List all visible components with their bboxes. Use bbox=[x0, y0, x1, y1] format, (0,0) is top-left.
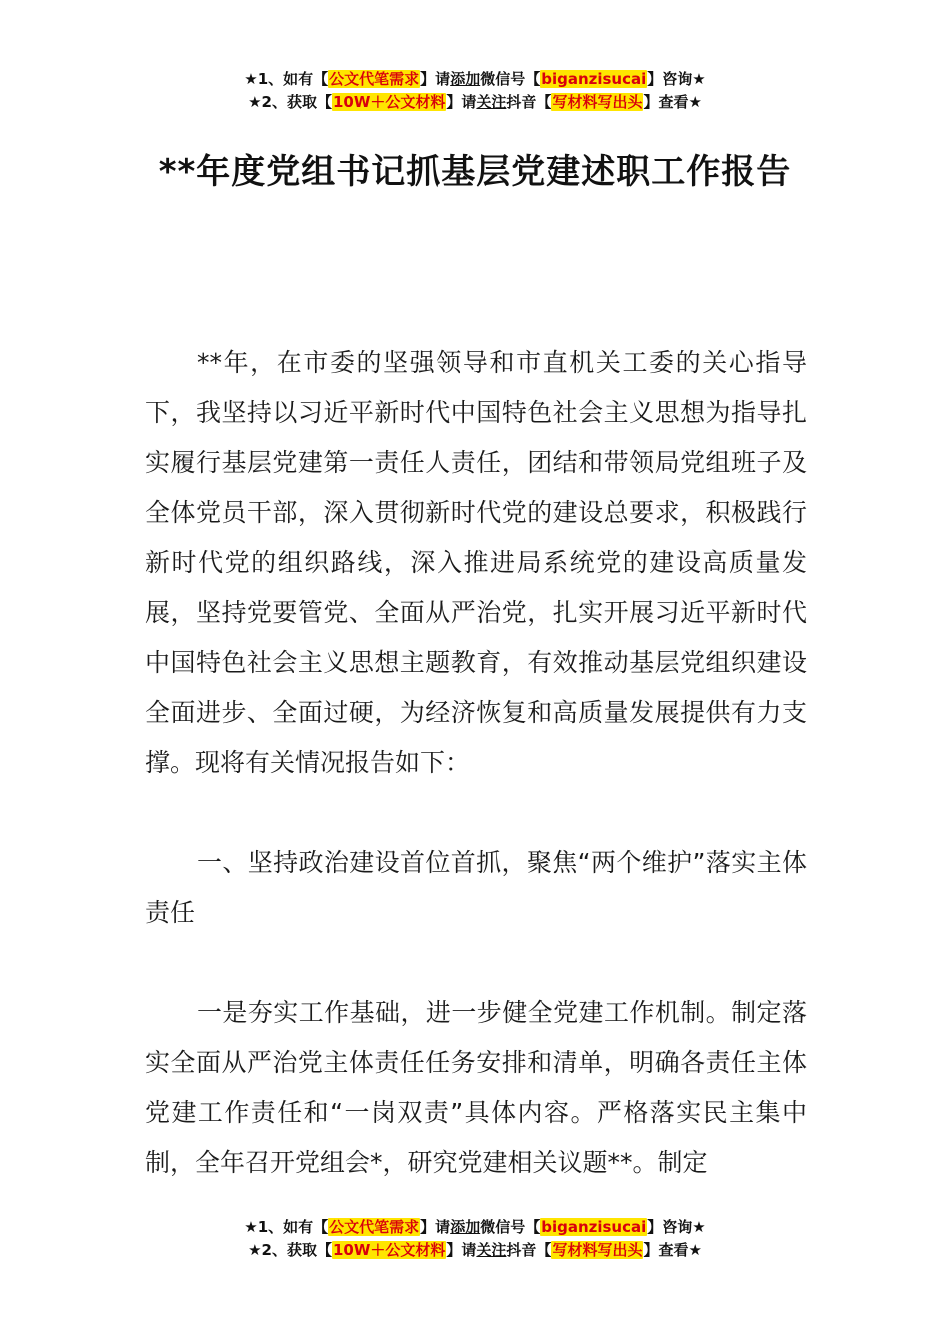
section-heading-1 bbox=[145, 838, 807, 938]
promo-highlight-douyin: 写材料写出头 bbox=[552, 93, 643, 111]
heading-text: 一、坚持政治建设首位首抓，聚焦“两个维护”落实主体责任 bbox=[145, 848, 807, 927]
paragraph-intro bbox=[145, 338, 807, 788]
promo-highlight-douyin: 写材料写出头 bbox=[552, 1241, 643, 1259]
promo-line-1: ★1、如有【公文代笔需求】请添加微信号【biganzisucai】咨询★ bbox=[244, 1218, 706, 1236]
paragraph-point-1 bbox=[145, 988, 807, 1188]
promo-line-1: ★1、如有【公文代笔需求】请添加微信号【biganzisucai】咨询★ bbox=[244, 70, 706, 88]
promo-highlight-service: 公文代笔需求 bbox=[329, 70, 420, 88]
promo-highlight-service: 公文代笔需求 bbox=[329, 1218, 420, 1236]
promo-highlight-materials: 10W＋公文材料 bbox=[332, 1241, 446, 1259]
promo-line-2: ★2、获取【10W＋公文材料】请关注抖音【写材料写出头】查看★ bbox=[248, 93, 702, 111]
footer-promo-banner bbox=[0, 1216, 950, 1262]
promo-highlight-wechat: biganzisucai bbox=[541, 1218, 647, 1236]
document-title: **年度党组书记抓基层党建述职工作报告 bbox=[158, 152, 792, 192]
promo-highlight-wechat: biganzisucai bbox=[541, 70, 647, 88]
header-promo-banner bbox=[0, 68, 950, 114]
promo-line-2: ★2、获取【10W＋公文材料】请关注抖音【写材料写出头】查看★ bbox=[248, 1241, 702, 1259]
paragraph-text: **年，在市委的坚强领导和市直机关工委的关心指导下，我坚持以习近平新时代中国特色社会主义思想为指导扎实履行基层党建第一责任人责任，团结和带领局党组班子及全体党员干部，深入贯彻新时代党的建设总要求，积极践行新时代党的组织路线，深入推进局系统党的建设高质量发展，坚持党要管党、全面从严治党，扎实开展习近平新时代中国特色社会主义思想主题教育，有效推动基层党组织建设全面进步、全面过硬，为经济恢复和高质量发展提供有力支撑。现将有关情况报告如下： bbox=[145, 348, 807, 777]
paragraph-text: 一是夯实工作基础，进一步健全党建工作机制。制定落实全面从严治党主体责任任务安排和清单，明确各责任主体党建工作责任和“一岗双责”具体内容。严格落实民主集中制，全年召开党组会*，研究党建相关议题**。制定 bbox=[145, 998, 807, 1177]
promo-highlight-materials: 10W＋公文材料 bbox=[332, 93, 446, 111]
